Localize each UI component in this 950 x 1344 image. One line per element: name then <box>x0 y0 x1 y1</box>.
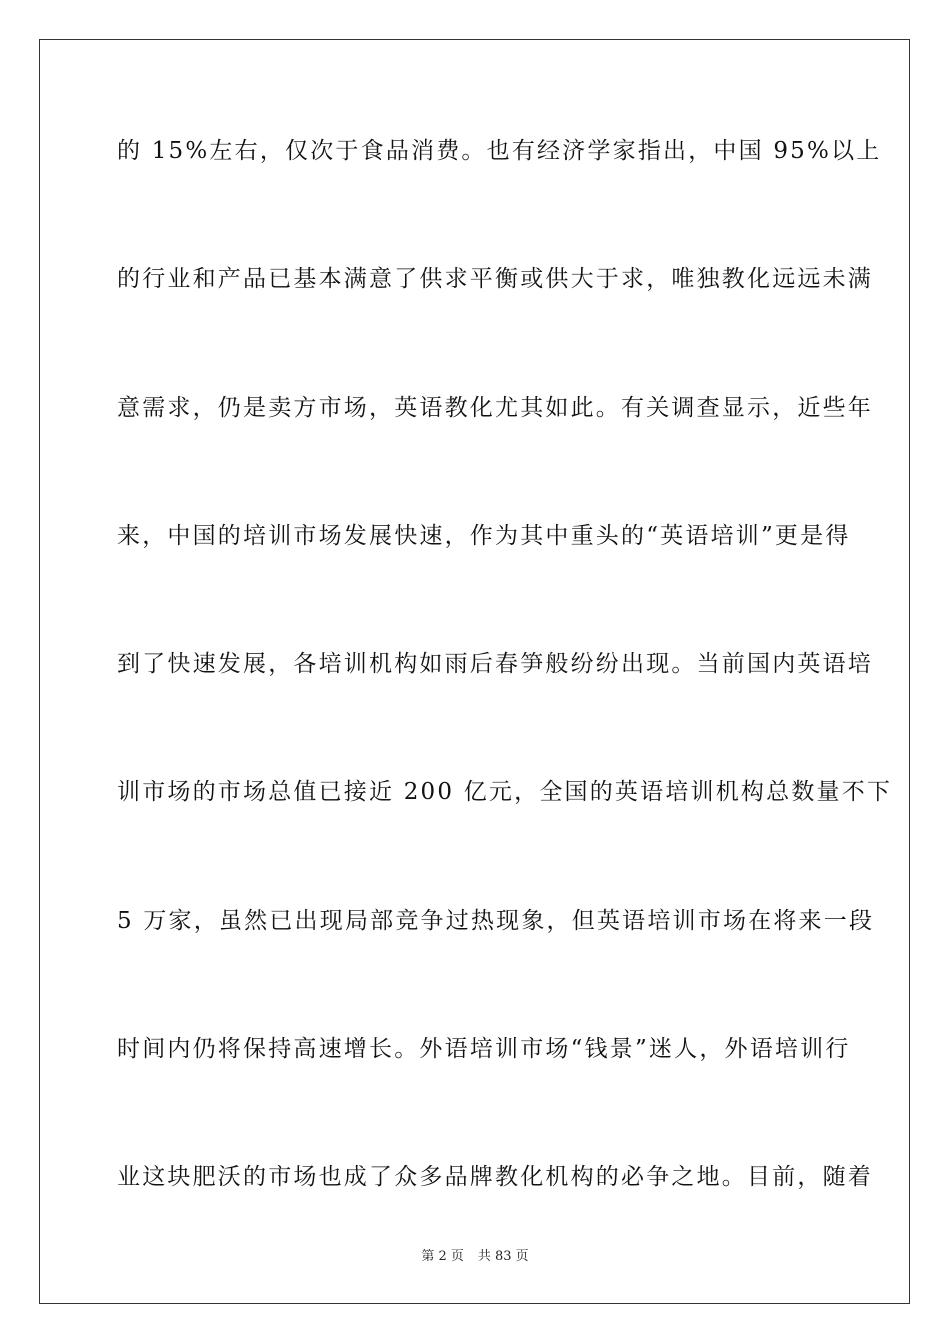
current-page-label: 第 2 页 <box>421 1249 464 1264</box>
body-text <box>117 122 893 1277</box>
text-line: 的行业和产品已基本满意了供求平衡或供大于求，唯独教化远远未满 <box>117 266 873 293</box>
text-line: 来，中国的培训市场发展快速，作为其中重头的“英语培训”更是得 <box>117 522 851 549</box>
text-line: 训市场的市场总值已接近 200 亿元，全国的英语培训机构总数量不下 <box>117 779 893 806</box>
text-line: 时间内仍将保持高速增长。外语培训市场“钱景”迷人，外语培训行 <box>117 1036 851 1063</box>
text-line: 到了快速发展，各培训机构如雨后春笋般纷纷出现。当前国内英语培 <box>117 651 873 678</box>
page-footer <box>0 1245 950 1264</box>
total-pages-label: 共 83 页 <box>477 1249 529 1264</box>
text-line: 意需求，仍是卖方市场，英语教化尤其如此。有关调查显示，近些年 <box>117 394 873 421</box>
text-line: 的 15%左右，仅次于食品消费。也有经济学家指出，中国 95%以上 <box>117 138 882 164</box>
text-line: 5 万家，虽然已出现局部竞争过热现象，但英语培训市场在将来一段 <box>117 907 875 934</box>
text-line: 业这块肥沃的市场也成了众多品牌教化机构的必争之地。目前，随着 <box>117 1164 873 1191</box>
